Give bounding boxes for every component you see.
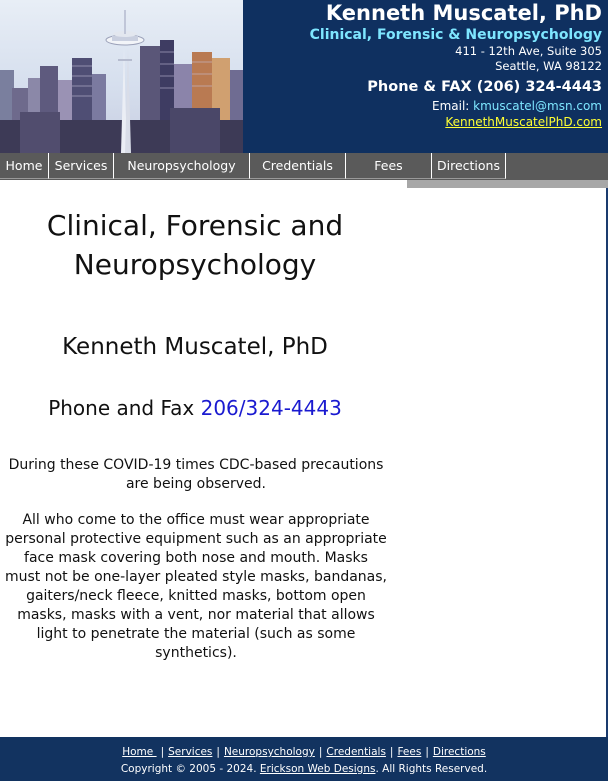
- covid-notice: During these COVID-19 times CDC-based precautions are being observed.: [8, 457, 384, 492]
- footer-links: [0, 745, 608, 759]
- nav-fees[interactable]: Fees: [346, 153, 432, 179]
- address-line-1: 411 - 12th Ave, Suite 305: [455, 44, 602, 58]
- main-nav: [0, 153, 608, 180]
- copyright: [0, 762, 608, 776]
- footer-separator: |: [425, 746, 429, 758]
- footer-separator: |: [160, 746, 165, 758]
- phone-heading: [0, 396, 390, 420]
- nav-home[interactable]: Home: [0, 153, 49, 179]
- email-label: Email:: [431, 99, 474, 113]
- copyright-prefix: Copyright © 2005 - 2024.: [120, 763, 260, 775]
- footer-separator: |: [389, 746, 394, 758]
- footer-link-fees[interactable]: Fees: [397, 746, 422, 758]
- page-heading: Clinical, Forensic and Neuropsychology: [46, 209, 344, 281]
- footer-link-credentials[interactable]: Credentials: [326, 746, 386, 758]
- header-email-line: [310, 98, 602, 114]
- footer-link-directions[interactable]: Directions: [432, 746, 486, 758]
- footer-separator: |: [318, 746, 323, 758]
- phone-number-link[interactable]: 206/324-4443: [200, 396, 342, 420]
- site-subtitle: Clinical, Forensic & Neuropsychology: [309, 27, 602, 43]
- header-phone: Phone & FAX (206) 324-4443: [367, 79, 602, 95]
- nav-services[interactable]: Services: [49, 153, 114, 179]
- nav-credentials[interactable]: Credentials: [250, 153, 346, 179]
- site-title: Kenneth Muscatel, PhD: [325, 1, 602, 25]
- website-link[interactable]: KennethMuscatelPhD.com: [445, 115, 602, 129]
- seattle-skyline-image: [0, 0, 243, 153]
- phone-label: Phone and Fax: [48, 396, 201, 420]
- copyright-suffix: . All Rights Reserved.: [375, 763, 488, 775]
- site-header: [0, 0, 608, 153]
- footer-link-home[interactable]: Home: [122, 746, 157, 758]
- site-footer: [0, 737, 608, 781]
- mask-policy: All who come to the office must wear appropriate personal protective equipment such as an appropriate face mask covering both nose and mouth. Masks must not be one-layer pleated style masks, bandanas, gaiters/neck fleece, knitted masks, bottom open masks, masks with a vent, nor material that allows light to penetrate the material (such as some synthetics).: [5, 512, 387, 661]
- nav-neuropsychology[interactable]: Neuropsychology: [114, 153, 250, 179]
- header-contact-block: [310, 0, 602, 130]
- designer-link[interactable]: Erickson Web Designs: [259, 763, 376, 775]
- address-line-2: Seattle, WA 98122: [495, 59, 602, 73]
- footer-link-services[interactable]: Services: [168, 746, 213, 758]
- footer-link-neuropsychology[interactable]: Neuropsychology: [223, 746, 315, 758]
- email-link[interactable]: kmuscatel@msn.com: [473, 99, 602, 113]
- nav-divider-strip: [407, 180, 608, 188]
- doctor-name: Kenneth Muscatel, PhD: [62, 334, 328, 360]
- nav-directions[interactable]: Directions: [432, 153, 506, 179]
- footer-separator: |: [216, 746, 220, 758]
